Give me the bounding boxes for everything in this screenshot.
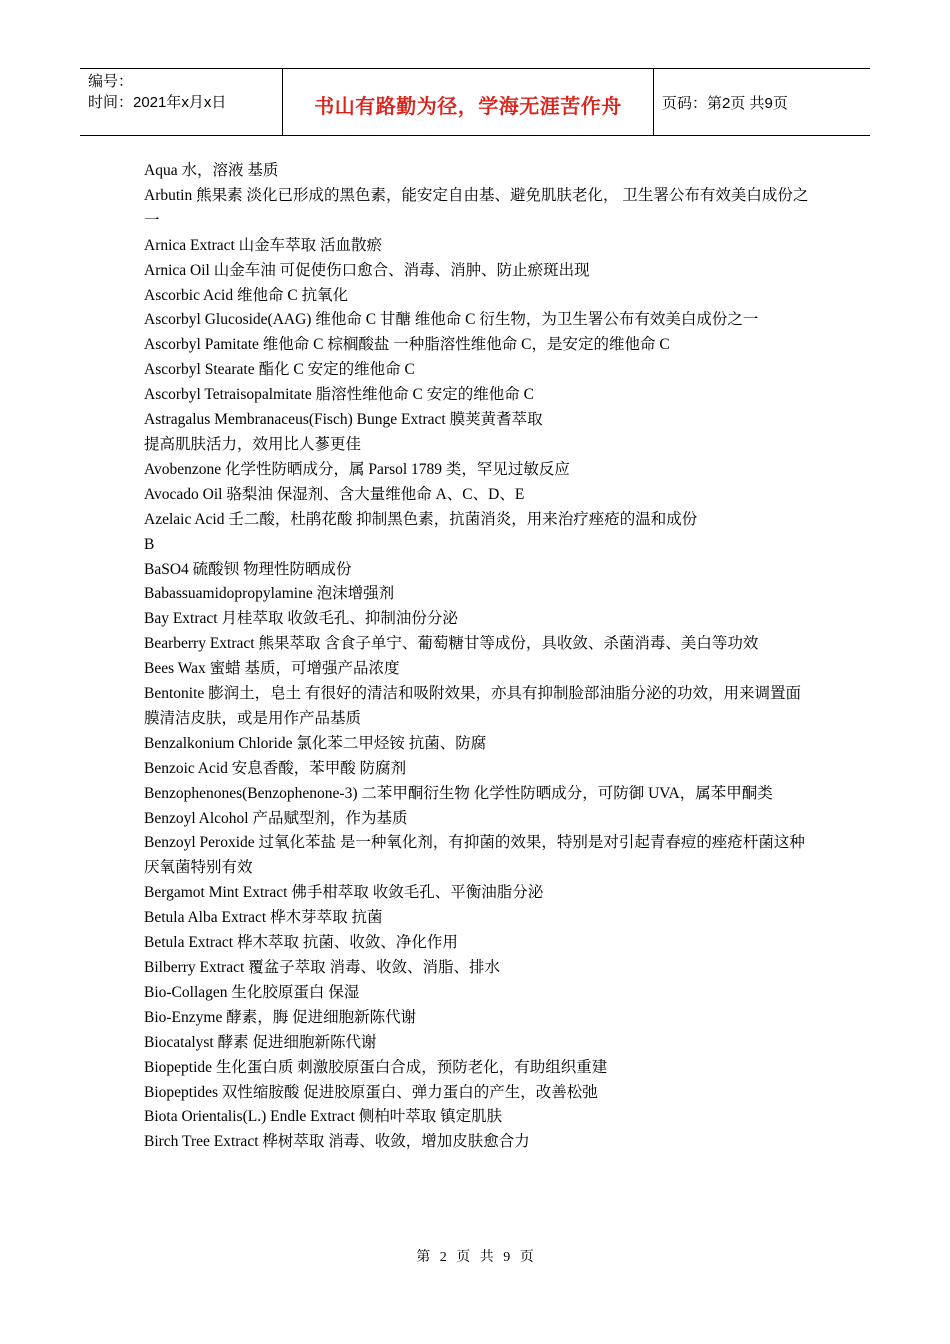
ingredient-entry: Arnica Oil 山金车油 可促使伤口愈合、消毒、消肿、防止瘀斑出现 <box>144 261 590 279</box>
ingredient-entry: Biocatalyst 酵素 促进细胞新陈代谢 <box>144 1033 377 1051</box>
ingredient-entry: Arbutin 熊果素 淡化已形成的黑色素，能安定自由基、避免肌肤老化， 卫生署公布有效美白成份之一 <box>144 186 809 229</box>
ingredient-entry: Ascorbyl Stearate 酯化 C 安定的维他命 C <box>144 361 415 379</box>
ingredient-entry: Ascorbyl Pamitate 维他命 C 棕榈酸盐 一种脂溶性维他命 C，是安定的维他命 C <box>144 336 670 354</box>
ingredient-entry: Astragalus Membranaceus(Fisch) Bunge Extract 膜荚黄耆萃取 <box>144 411 543 429</box>
ingredient-entry: Arnica Extract 山金车萃取 活血散瘀 <box>144 236 383 254</box>
ingredient-entry: Benzalkonium Chloride 氯化苯二甲烃铵 抗菌、防腐 <box>144 734 487 752</box>
ingredient-entry: Bilberry Extract 覆盆子萃取 消毒、收敛、消脂、排水 <box>144 959 501 976</box>
ingredient-entry: Biopeptides 双性缩胺酸 促进胶原蛋白、弹力蛋白的产生，改善松弛 <box>144 1083 598 1101</box>
ingredient-entry: Benzoyl Peroxide 过氧化苯盐 是一种氧化剂，有抑菌的效果，特别是对引起青春痘的痤疮杆菌这种厌氧菌特别有效 <box>144 834 805 877</box>
ingredient-entry: Bergamot Mint Extract 佛手柑萃取 收敛毛孔、平衡油脂分泌 <box>144 884 544 902</box>
ingredient-entry: Bio-Enzyme 酵素，脢 促进细胞新陈代谢 <box>144 1008 417 1026</box>
ingredient-entry: Ascorbic Acid 维他命 C 抗氧化 <box>144 286 349 304</box>
ingredient-entry: Betula Extract 桦木萃取 抗菌、收敛、净化作用 <box>144 934 458 952</box>
page-footer: 第 2 页 共 9 页 <box>416 1250 534 1265</box>
ingredient-entry: Babassuamidopropylamine 泡沫增强剂 <box>144 585 395 603</box>
header-meta-cell <box>80 69 283 135</box>
ingredient-entry: Benzophenones(Benzophenone-3) 二苯甲酮衍生物 化学性防晒成分，可防御 UVA，属苯甲酮类 <box>144 784 773 802</box>
ingredient-list <box>144 159 812 1155</box>
ingredient-entry: Biopeptide 生化蛋白质 刺激胶原蛋白合成，预防老化，有助组织重建 <box>144 1058 608 1076</box>
ingredient-entry: Bearberry Extract 熊果萃取 含食子单宁、葡萄糖甘等成份，具收敛、杀菌消毒、美白等功效 <box>144 635 759 653</box>
ingredient-entry: Bio-Collagen 生化胶原蛋白 保湿 <box>144 983 360 1001</box>
ingredient-entry: Betula Alba Extract 桦木芽萃取 抗菌 <box>144 909 383 927</box>
ingredient-entry: Bentonite 膨润土，皂土 有很好的清洁和吸附效果，亦具有抑制脸部油脂分泌的功效，用来调置面膜清洁皮肤，或是用作产品基质 <box>144 685 802 727</box>
ingredient-entry: Avobenzone 化学性防晒成分，属 Parsol 1789 类，罕见过敏反应 <box>144 460 570 478</box>
ingredient-entry: Biota Orientalis(L.) Endle Extract 侧柏叶萃取 镇定肌肤 <box>144 1108 503 1126</box>
ingredient-entry: Bees Wax 蜜蜡 基质，可增强产品浓度 <box>144 660 400 678</box>
ingredient-entry: Benzoyl Alcohol 产品赋型剂，作为基质 <box>144 809 408 827</box>
document-number-label: 编号： <box>88 73 134 90</box>
ingredient-entry: Benzoic Acid 安息香酸，苯甲酸 防腐剂 <box>144 759 407 777</box>
document-date-label: 时间：2021年x月x日 <box>88 94 227 111</box>
ingredient-entry: Azelaic Acid 壬二酸，杜鹃花酸 抑制黑色素，抗菌消炎，用来治疗痤疮的温和成份 <box>144 510 698 528</box>
ingredient-entry: Avocado Oil 骆梨油 保湿剂、含大量维他命 A、C、D、E <box>144 485 525 503</box>
ingredient-entry: Aqua 水，溶液 基质 <box>144 162 279 179</box>
page-header <box>80 68 870 136</box>
ingredient-entry: B <box>144 535 155 553</box>
ingredient-entry: Ascorbyl Glucoside(AAG) 维他命 C 甘醣 维他命 C 衍生物，为卫生署公布有效美白成份之一 <box>144 311 759 329</box>
ingredient-entry: BaSO4 硫酸钡 物理性防晒成份 <box>144 560 352 578</box>
ingredient-entry: Bay Extract 月桂萃取 收敛毛孔、抑制油份分泌 <box>144 610 458 628</box>
header-motto: 书山有路勤为径，学海无涯苦作舟 <box>283 69 654 135</box>
ingredient-entry: Birch Tree Extract 桦树萃取 消毒、收敛，增加皮肤愈合力 <box>144 1133 530 1151</box>
ingredient-entry: 提高肌肤活力，效用比人蔘更佳 <box>144 435 362 453</box>
ingredient-entry: Ascorbyl Tetraisopalmitate 脂溶性维他命 C 安定的维他命 C <box>144 386 534 404</box>
header-page-indicator: 页码：第2页 共9页 <box>662 94 788 112</box>
